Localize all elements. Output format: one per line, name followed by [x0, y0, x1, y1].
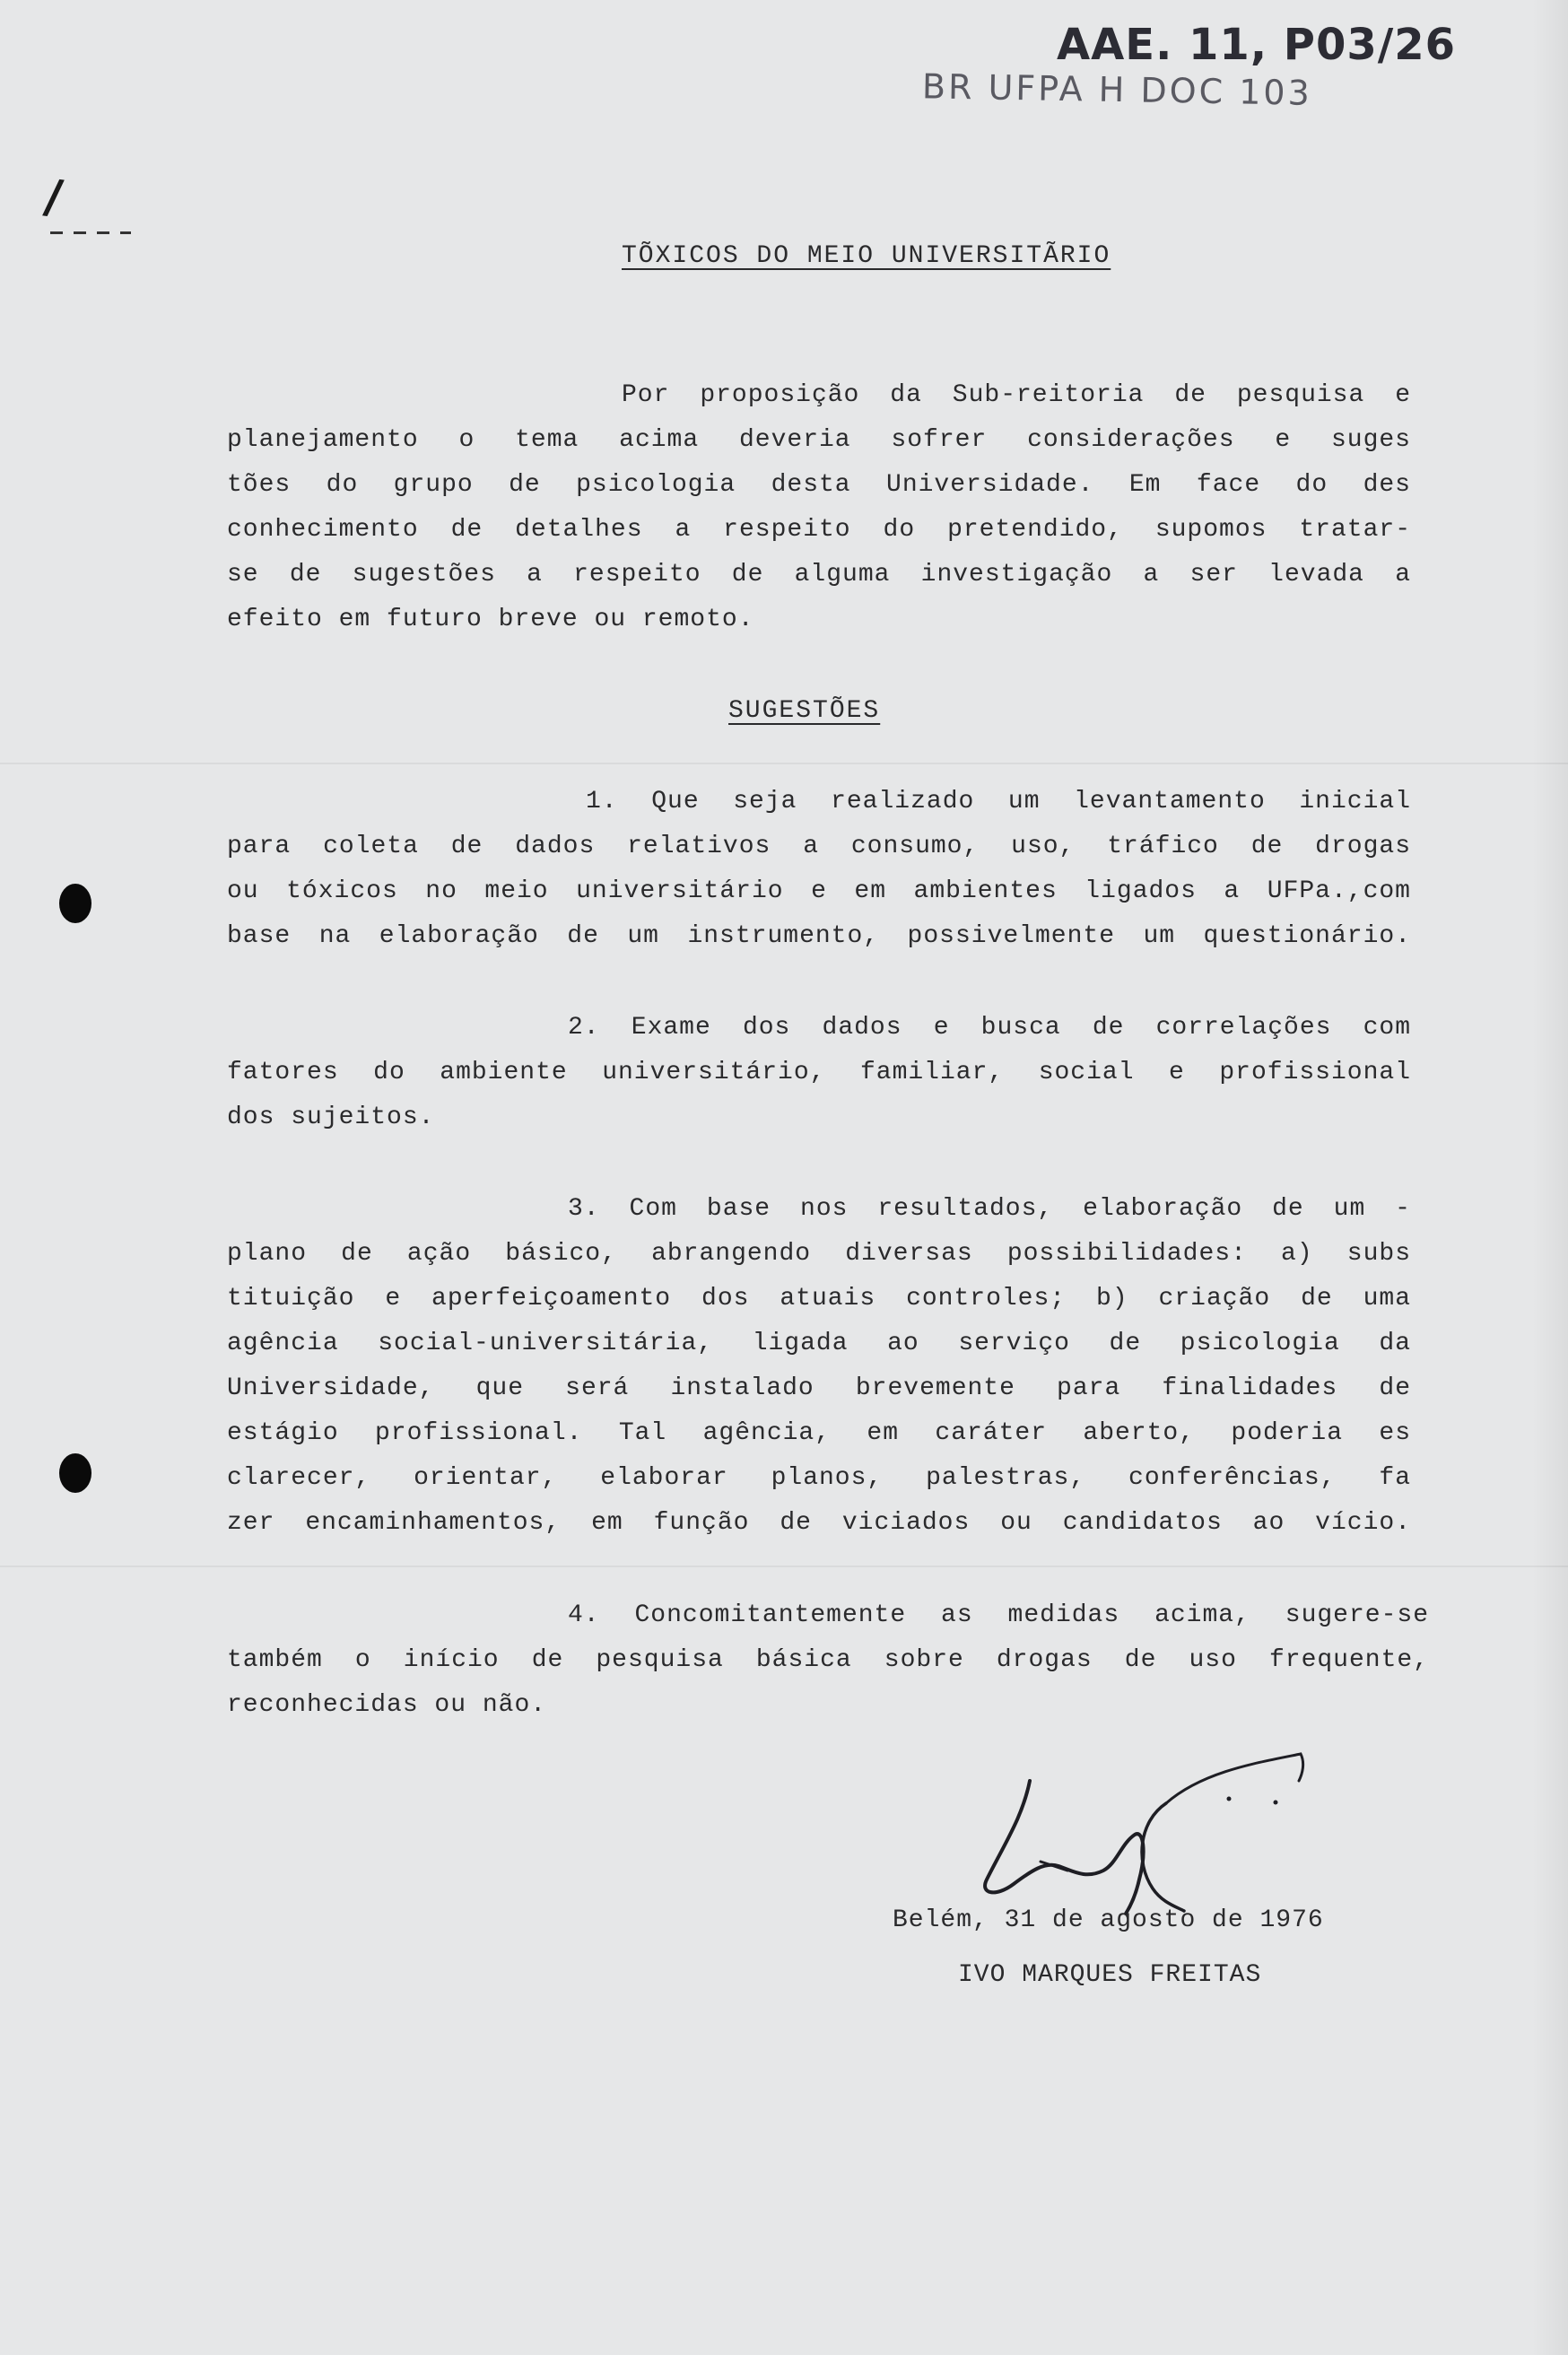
text-line: tituição e aperfeiçoamento dos atuais controles; b) criação de uma [227, 1285, 1411, 1313]
archive-code: AAE. 11, P03/26 [1057, 20, 1457, 70]
page-edge-shadow [1532, 0, 1568, 2355]
place-date: Belém, 31 de agosto de 1976 [893, 1906, 1324, 1934]
document-title: TÕXICOS DO MEIO UNIVERSITÃRIO [622, 242, 1111, 270]
section-title: SUGESTÕES [728, 697, 881, 725]
text-line: planejamento o tema acima deveria sofrer considerações e suges [227, 426, 1411, 454]
author-name: IVO MARQUES FREITAS [958, 1961, 1262, 1989]
text-line: tões do grupo de psicologia desta Universidade. Em face do des [227, 471, 1411, 499]
text-line: base na elaboração de um instrumento, possivelmente um questionário. [227, 922, 1411, 950]
text-line: 3. Com base nos resultados, elaboração de um - [568, 1195, 1411, 1223]
text-line: efeito em futuro breve ou remoto. [227, 606, 754, 633]
text-line: se de sugestões a respeito de alguma investigação a ser levada a [227, 561, 1411, 589]
paper-fold-line [0, 1566, 1568, 1567]
punch-hole [59, 884, 91, 923]
punch-hole [59, 1453, 91, 1493]
paper-fold-line [0, 763, 1568, 764]
text-line: Por proposição da Sub-reitoria de pesquisa e [622, 381, 1411, 409]
text-line: 2. Exame dos dados e busca de correlações com [568, 1014, 1411, 1042]
text-line: dos sujeitos. [227, 1103, 435, 1131]
text-line: também o início de pesquisa básica sobre drogas de uso frequente, [227, 1646, 1429, 1674]
text-line: plano de ação básico, abrangendo diversas possibilidades: a) subs [227, 1240, 1411, 1268]
archive-subcode: BR UFPA H DOC 103 [921, 66, 1313, 113]
text-line: agência social-universitária, ligada ao serviço de psicologia da [227, 1330, 1411, 1357]
text-line: para coleta de dados relativos a consumo, uso, tráfico de drogas [227, 833, 1411, 860]
text-line: estágio profissional. Tal agência, em caráter aberto, poderia es [227, 1419, 1411, 1447]
text-line: zer encaminhamentos, em função de viciados ou candidatos ao vício. [227, 1509, 1411, 1537]
text-line: conhecimento de detalhes a respeito do pretendido, supomos tratar- [227, 516, 1411, 544]
text-line: fatores do ambiente universitário, familiar, social e profissional [227, 1059, 1411, 1086]
text-line: 1. Que seja realizado um levantamento inicial [586, 788, 1411, 816]
text-line: clarecer, orientar, elaborar planos, palestras, conferências, fa [227, 1464, 1411, 1492]
margin-dash-mark [50, 231, 131, 234]
margin-mark: / [40, 169, 66, 226]
text-line: reconhecidas ou não. [227, 1691, 547, 1719]
text-line: Universidade, que será instalado brevemente para finalidades de [227, 1374, 1411, 1402]
handwritten-signature [960, 1736, 1337, 1915]
text-line: 4. Concomitantemente as medidas acima, sugere-se [568, 1601, 1429, 1629]
text-line: ou tóxicos no meio universitário e em ambientes ligados a UFPa.,com [227, 877, 1411, 905]
